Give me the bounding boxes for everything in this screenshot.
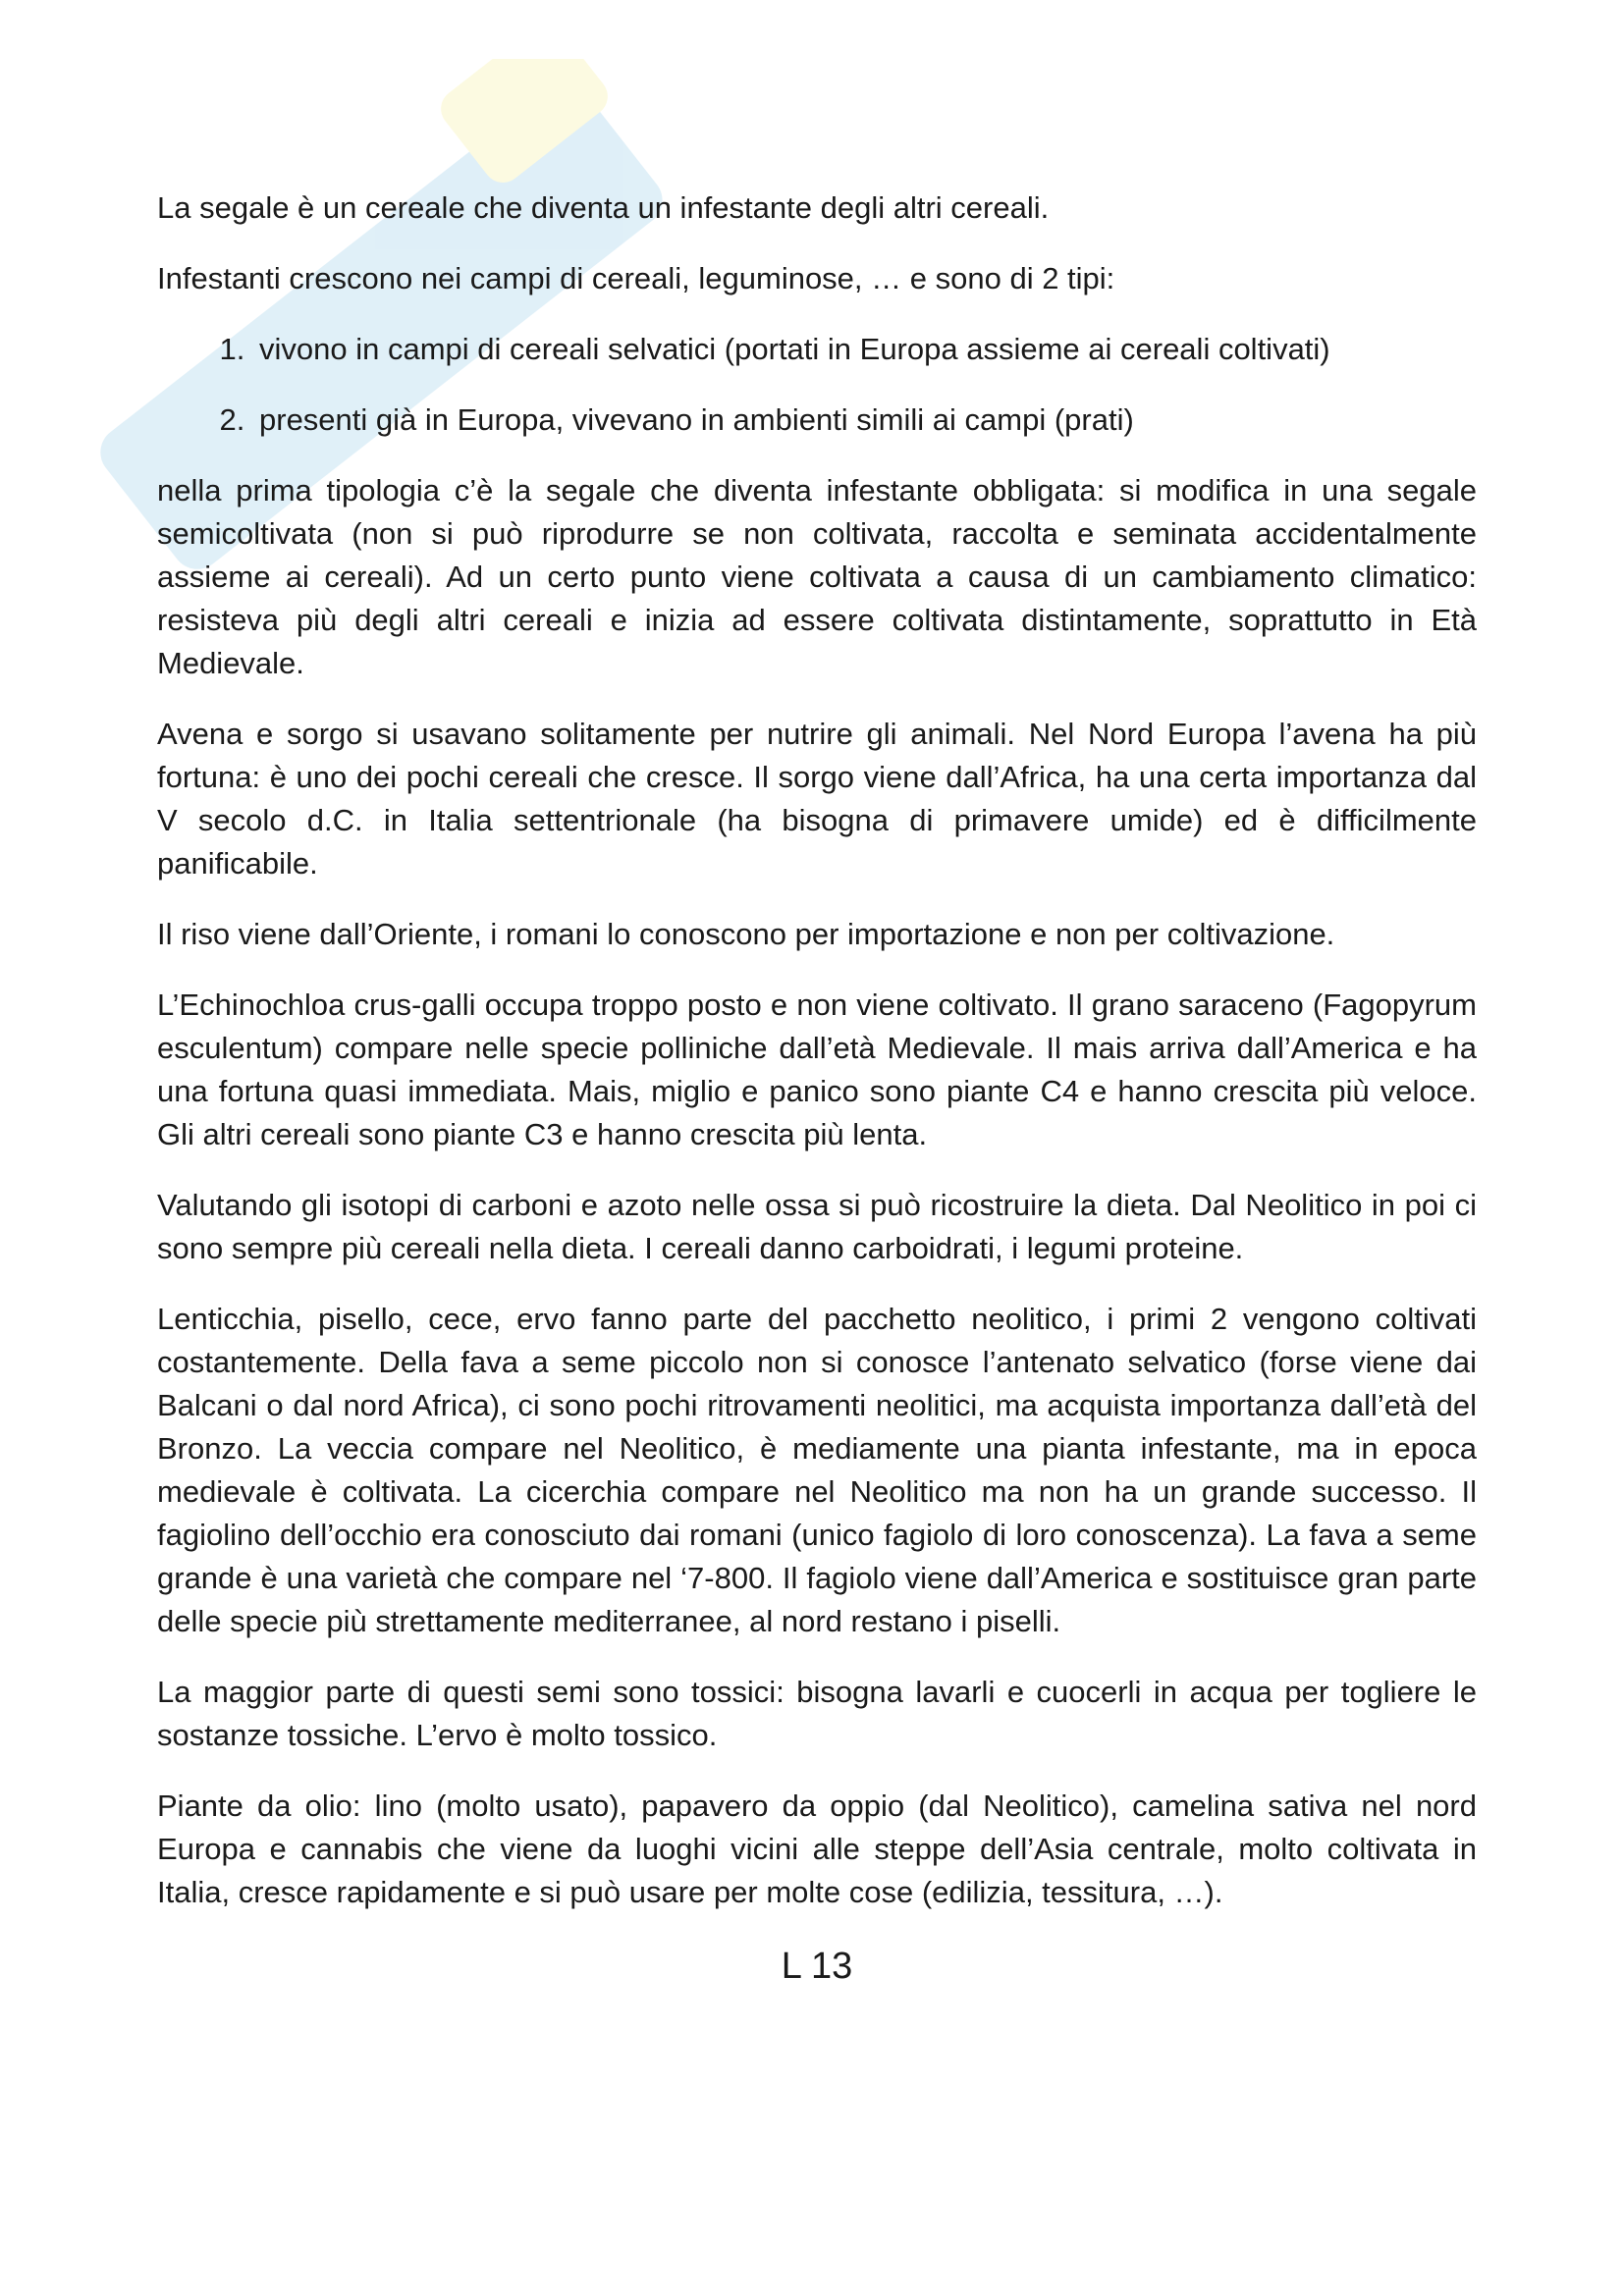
lesson-heading: L 13: [781, 1946, 853, 1987]
list-item: 1. vivono in campi di cereali selvatici (portati in Europa assieme ai cereali coltivati): [253, 328, 1477, 371]
watermark-accent: [433, 59, 616, 190]
paragraph-piante-olio: Piante da olio: lino (molto usato), papavero da oppio (dal Neolitico), camelina sativa nel nord Europa e cannabis che viene da luoghi vicini alle steppe dell’Asia centrale, molto coltivata in Italia, cresce rapidamente e si può usare per molte cose (edilizia, tessitura, …).: [157, 1789, 1477, 1909]
paragraph-echinochloa: L’Echinochloa crus-galli occupa troppo posto e non viene coltivato. Il grano saraceno (Fagopyrum esculentum) compare nelle specie polliniche dall’età Medievale. Il mais arriva dall’America e ha una fortuna quasi immediata. Mais, miglio e panico sono piante C4 e hanno crescita più veloce. Gli altri cereali sono piante C3 e hanno crescita più lenta.: [157, 988, 1477, 1151]
paragraph-segale: nella prima tipologia c’è la segale che diventa infestante obbligata: si modifica in una segale semicoltivata (non si può riprodurre se non coltivata, raccolta e seminata accidentalmente assieme ai cereali). Ad un certo punto viene coltivata a causa di un cambiamento climatico: resisteva più degli altri cereali e inizia ad essere coltivata distintamente, soprattutto in Età Medievale.: [157, 473, 1477, 680]
paragraph-riso: Il riso viene dall’Oriente, i romani lo conoscono per importazione e non per coltivazione.: [157, 917, 1335, 951]
list-item: 2. presenti già in Europa, vivevano in ambienti simili ai campi (prati): [253, 399, 1477, 442]
paragraph-isotopi: Valutando gli isotopi di carboni e azoto nelle ossa si può ricostruire la dieta. Dal Neolitico in poi ci sono sempre più cereali nella dieta. I cereali danno carboidrati, i legumi proteine.: [157, 1188, 1477, 1265]
intro-paragraph-1: La segale è un cereale che diventa un infestante degli altri cereali.: [157, 190, 1050, 225]
paragraph-avena-sorgo: Avena e sorgo si usavano solitamente per nutrire gli animali. Nel Nord Europa l’avena ha più fortuna: è uno dei pochi cereali che cresce. Il sorgo viene dall’Africa, ha una certa importanza dal V secolo d.C. in Italia settentrionale (ha bisogna di primavere umide) ed è difficilmente panificabile.: [157, 717, 1477, 881]
paragraph-legumi: Lenticchia, pisello, cece, ervo fanno parte del pacchetto neolitico, i primi 2 vengono coltivati costantemente. Della fava a seme piccolo non si conosce l’antenato selvatico (forse viene dai Balcani o dal nord Africa), ci sono pochi ritrovamenti neolitici, ma acquista importanza dall’età del Bronzo. La veccia compare nel Neolitico, è mediamente una pianta infestante, ma in epoca medievale è coltivata. La cicerchia compare nel Neolitico ma non ha un grande successo. Il fagiolino dell’occhio era conosciuto dai romani (unico fagiolo di loro conoscenza). La fava a seme grande è una varietà che compare nel ‘7-800. Il fagiolo viene dall’America e sostituisce gran parte delle specie più strettamente mediterranee, al nord restano i piselli.: [157, 1302, 1477, 1638]
weed-types-list: [157, 328, 1477, 442]
intro-paragraph-2: Infestanti crescono nei campi di cereali, leguminose, … e sono di 2 tipi:: [157, 261, 1115, 295]
paragraph-semi-tossici: La maggior parte di questi semi sono tossici: bisogna lavarli e cuocerli in acqua per togliere le sostanze tossiche. L’ervo è molto tossico.: [157, 1675, 1477, 1752]
document-page: [157, 187, 1477, 1991]
